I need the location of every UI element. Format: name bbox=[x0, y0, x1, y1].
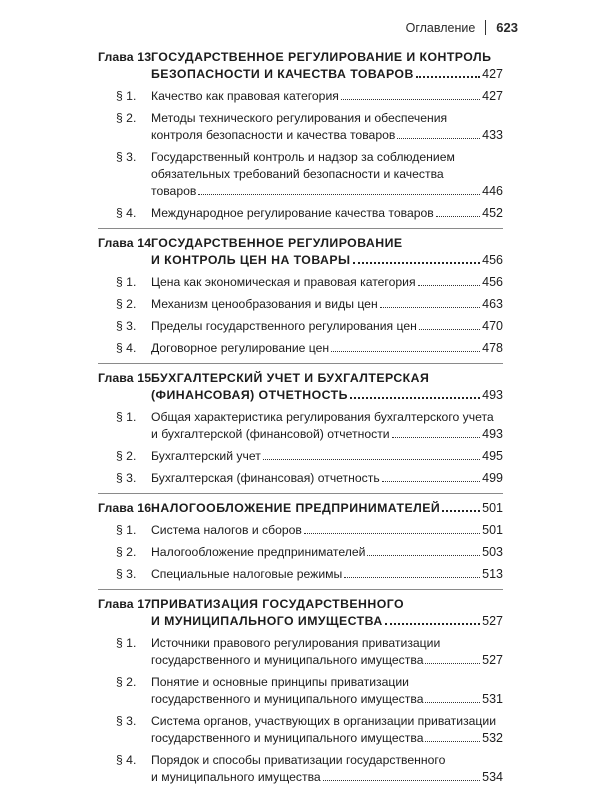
section-title-leader-row bbox=[151, 730, 503, 747]
section-title-leader-row bbox=[151, 566, 503, 583]
section-number: § 4. bbox=[116, 341, 137, 355]
section-title-line: Понятие и основные принципы приватизации bbox=[151, 675, 409, 689]
section-page-number: 463 bbox=[482, 297, 503, 311]
section-title-line: Государственный контроль и надзор за соблюдением bbox=[151, 150, 455, 164]
section-page-number: 534 bbox=[482, 770, 503, 784]
section-title-line: Качество как правовая категория bbox=[151, 89, 339, 103]
section-title-line: государственного и муниципального имущества bbox=[151, 653, 424, 667]
section-title-leader-row bbox=[151, 522, 503, 539]
chapter-label: Глава 17. bbox=[98, 597, 155, 611]
section-page-number: 527 bbox=[482, 653, 503, 667]
dot-leader bbox=[380, 307, 480, 308]
dot-leader bbox=[350, 397, 480, 399]
section-number: § 3. bbox=[116, 150, 137, 164]
section-number: § 1. bbox=[116, 410, 137, 424]
chapter-page-number: 456 bbox=[482, 253, 503, 267]
section-entry bbox=[98, 340, 503, 357]
section-page-number: 433 bbox=[482, 128, 503, 142]
section-title-leader-row bbox=[151, 340, 503, 357]
section-page-number: 470 bbox=[482, 319, 503, 333]
section-title-leader-row bbox=[151, 205, 503, 222]
chapter-title bbox=[151, 370, 503, 404]
section-page-number: 478 bbox=[482, 341, 503, 355]
chapter-title bbox=[151, 235, 503, 269]
dot-leader bbox=[367, 555, 480, 556]
section-title-leader-row bbox=[151, 318, 503, 335]
section-number: § 2. bbox=[116, 545, 137, 559]
section-number: § 4. bbox=[116, 206, 137, 220]
chapter-title-line: И КОНТРОЛЬ ЦЕН НА ТОВАРЫ bbox=[151, 253, 351, 267]
chapter-entry bbox=[98, 589, 503, 786]
section-number: § 2. bbox=[116, 675, 137, 689]
section-entry bbox=[98, 674, 503, 708]
dot-leader bbox=[425, 741, 480, 742]
dot-leader bbox=[425, 663, 480, 664]
dot-leader bbox=[263, 459, 480, 460]
section-title bbox=[151, 713, 503, 747]
chapter-page-number: 493 bbox=[482, 388, 503, 402]
section-entry bbox=[98, 318, 503, 335]
chapter-label: Глава 15. bbox=[98, 371, 155, 385]
chapter-entry bbox=[98, 363, 503, 487]
section-entry bbox=[98, 296, 503, 313]
section-entry bbox=[98, 470, 503, 487]
section-entry bbox=[98, 752, 503, 786]
section-page-number: 531 bbox=[482, 692, 503, 706]
section-number: § 3. bbox=[116, 714, 137, 728]
section-number: § 3. bbox=[116, 471, 137, 485]
section-page-number: 503 bbox=[482, 545, 503, 559]
dot-leader bbox=[341, 99, 480, 100]
section-entry bbox=[98, 522, 503, 539]
chapter-title-line: ГОСУДАРСТВЕННОЕ РЕГУЛИРОВАНИЕ И КОНТРОЛЬ bbox=[151, 50, 492, 64]
section-title bbox=[151, 448, 503, 465]
dot-leader bbox=[442, 510, 480, 512]
section-page-number: 495 bbox=[482, 449, 503, 463]
chapter-label: Глава 13. bbox=[98, 50, 155, 64]
section-entry bbox=[98, 88, 503, 105]
section-page-number: 513 bbox=[482, 567, 503, 581]
section-title-line: Источники правового регулирования приватизации bbox=[151, 636, 441, 650]
chapter-entry bbox=[98, 228, 503, 357]
chapter-page-number: 427 bbox=[482, 67, 503, 81]
section-title-leader-row bbox=[151, 426, 503, 443]
dot-leader bbox=[392, 437, 481, 438]
section-title-line: Налогообложение предпринимателей bbox=[151, 545, 366, 559]
section-entry bbox=[98, 110, 503, 144]
section-title-line: Договорное регулирование цен bbox=[151, 341, 330, 355]
section-title bbox=[151, 409, 503, 443]
section-entry bbox=[98, 566, 503, 583]
section-number: § 1. bbox=[116, 275, 137, 289]
section-page-number: 452 bbox=[482, 206, 503, 220]
section-number: § 2. bbox=[116, 297, 137, 311]
section-number: § 3. bbox=[116, 567, 137, 581]
section-title bbox=[151, 205, 503, 222]
section-number: § 2. bbox=[116, 111, 137, 125]
chapter-title-leader-row bbox=[151, 66, 503, 83]
chapter-title-leader-row bbox=[151, 613, 503, 630]
section-title-line: Общая характеристика регулирования бухгалтерского учета bbox=[151, 410, 494, 424]
dot-leader bbox=[425, 702, 480, 703]
section-title-leader-row bbox=[151, 296, 503, 313]
chapter-page-number: 527 bbox=[482, 614, 503, 628]
chapter-page-number: 501 bbox=[482, 501, 503, 515]
chapter-title-line: (ФИНАНСОВАЯ) ОТЧЕТНОСТЬ bbox=[151, 388, 348, 402]
section-title bbox=[151, 274, 503, 291]
section-title-line: Порядок и способы приватизации государственного bbox=[151, 753, 446, 767]
section-title-line: государственного и муниципального имущества bbox=[151, 692, 424, 706]
chapter-title-leader-row bbox=[151, 252, 503, 269]
section-title-line: и муниципального имущества bbox=[151, 770, 321, 784]
section-title-line: Бухгалтерская (финансовая) отчетность bbox=[151, 471, 380, 485]
section-title-leader-row bbox=[151, 470, 503, 487]
chapter-title-leader-row bbox=[151, 387, 503, 404]
section-number: § 3. bbox=[116, 319, 137, 333]
section-title bbox=[151, 635, 503, 669]
section-title-line: обязательных требований безопасности и качества bbox=[151, 167, 444, 181]
dot-leader bbox=[323, 780, 480, 781]
section-title bbox=[151, 340, 503, 357]
section-title-line: Система налогов и сборов bbox=[151, 523, 302, 537]
section-title-line: государственного и муниципального имущества bbox=[151, 731, 424, 745]
dot-leader bbox=[344, 577, 480, 578]
section-page-number: 427 bbox=[482, 89, 503, 103]
section-entry bbox=[98, 274, 503, 291]
section-number: § 1. bbox=[116, 636, 137, 650]
chapter-label: Глава 14. bbox=[98, 236, 155, 250]
section-title-line: и бухгалтерской (финансовой) отчетности bbox=[151, 427, 390, 441]
section-title-line: Специальные налоговые режимы bbox=[151, 567, 343, 581]
chapter-title-leader-row bbox=[151, 500, 503, 517]
section-title bbox=[151, 522, 503, 539]
section-title-line: Механизм ценообразования и виды цен bbox=[151, 297, 378, 311]
dot-leader bbox=[331, 351, 480, 352]
section-entry bbox=[98, 544, 503, 561]
section-title-leader-row bbox=[151, 544, 503, 561]
section-title bbox=[151, 110, 503, 144]
section-title-leader-row bbox=[151, 769, 503, 786]
section-title bbox=[151, 566, 503, 583]
section-title-line: Цена как экономическая и правовая категория bbox=[151, 275, 416, 289]
header-divider bbox=[485, 20, 486, 35]
chapter-title-line: И МУНИЦИПАЛЬНОГО ИМУЩЕСТВА bbox=[151, 614, 383, 628]
section-title-line: Пределы государственного регулирования цен bbox=[151, 319, 417, 333]
chapter-entry bbox=[98, 493, 503, 583]
section-title bbox=[151, 318, 503, 335]
section-title-leader-row bbox=[151, 448, 503, 465]
dot-leader bbox=[397, 138, 480, 139]
section-page-number: 456 bbox=[482, 275, 503, 289]
section-title-line: Методы технического регулирования и обеспечения bbox=[151, 111, 448, 125]
running-header-section: Оглавление bbox=[405, 20, 476, 35]
table-of-contents bbox=[98, 49, 503, 792]
dot-leader bbox=[385, 623, 480, 625]
section-title bbox=[151, 752, 503, 786]
section-page-number: 501 bbox=[482, 523, 503, 537]
dot-leader bbox=[419, 329, 480, 330]
dot-leader bbox=[382, 481, 480, 482]
section-title-leader-row bbox=[151, 88, 503, 105]
section-entry bbox=[98, 448, 503, 465]
section-title bbox=[151, 149, 503, 200]
dot-leader bbox=[198, 194, 480, 195]
chapter-title bbox=[151, 49, 503, 83]
section-title bbox=[151, 296, 503, 313]
dot-leader bbox=[416, 76, 480, 78]
chapter-entry bbox=[98, 49, 503, 222]
section-title-leader-row bbox=[151, 691, 503, 708]
section-entry bbox=[98, 149, 503, 200]
chapter-title-line: ПРИВАТИЗАЦИЯ ГОСУДАРСТВЕННОГО bbox=[151, 597, 404, 611]
chapter-title-line: БУХГАЛТЕРСКИЙ УЧЕТ И БУХГАЛТЕРСКАЯ bbox=[151, 371, 430, 385]
section-number: § 1. bbox=[116, 89, 137, 103]
section-title-line: товаров bbox=[151, 184, 197, 198]
section-title-leader-row bbox=[151, 127, 503, 144]
section-title-line: Система органов, участвующих в организации приватизации bbox=[151, 714, 497, 728]
section-title-leader-row bbox=[151, 274, 503, 291]
section-number: § 2. bbox=[116, 449, 137, 463]
dot-leader bbox=[436, 216, 480, 217]
section-page-number: 499 bbox=[482, 471, 503, 485]
section-entry bbox=[98, 713, 503, 747]
chapter-title-line: БЕЗОПАСНОСТИ И КАЧЕСТВА ТОВАРОВ bbox=[151, 67, 414, 81]
section-title bbox=[151, 544, 503, 561]
section-title-line: Международное регулирование качества товаров bbox=[151, 206, 434, 220]
page-number: 623 bbox=[496, 20, 518, 35]
section-page-number: 493 bbox=[482, 427, 503, 441]
section-title bbox=[151, 674, 503, 708]
chapter-title-line: НАЛОГООБЛОЖЕНИЕ ПРЕДПРИНИМАТЕЛЕЙ bbox=[151, 501, 441, 515]
dot-leader bbox=[353, 262, 481, 264]
chapter-label: Глава 16. bbox=[98, 501, 155, 515]
section-title-line: контроля безопасности и качества товаров bbox=[151, 128, 396, 142]
dot-leader bbox=[418, 285, 481, 286]
section-number: § 4. bbox=[116, 753, 137, 767]
section-page-number: 446 bbox=[482, 184, 503, 198]
section-title bbox=[151, 88, 503, 105]
section-entry bbox=[98, 409, 503, 443]
section-title-line: Бухгалтерский учет bbox=[151, 449, 261, 463]
section-page-number: 532 bbox=[482, 731, 503, 745]
section-entry bbox=[98, 205, 503, 222]
chapter-title-line: ГОСУДАРСТВЕННОЕ РЕГУЛИРОВАНИЕ bbox=[151, 236, 403, 250]
section-title-leader-row bbox=[151, 652, 503, 669]
chapter-title bbox=[151, 596, 503, 630]
section-title bbox=[151, 470, 503, 487]
dot-leader bbox=[304, 533, 480, 534]
section-title-leader-row bbox=[151, 183, 503, 200]
chapter-title bbox=[151, 500, 503, 517]
section-number: § 1. bbox=[116, 523, 137, 537]
running-header bbox=[406, 20, 518, 35]
section-entry bbox=[98, 635, 503, 669]
